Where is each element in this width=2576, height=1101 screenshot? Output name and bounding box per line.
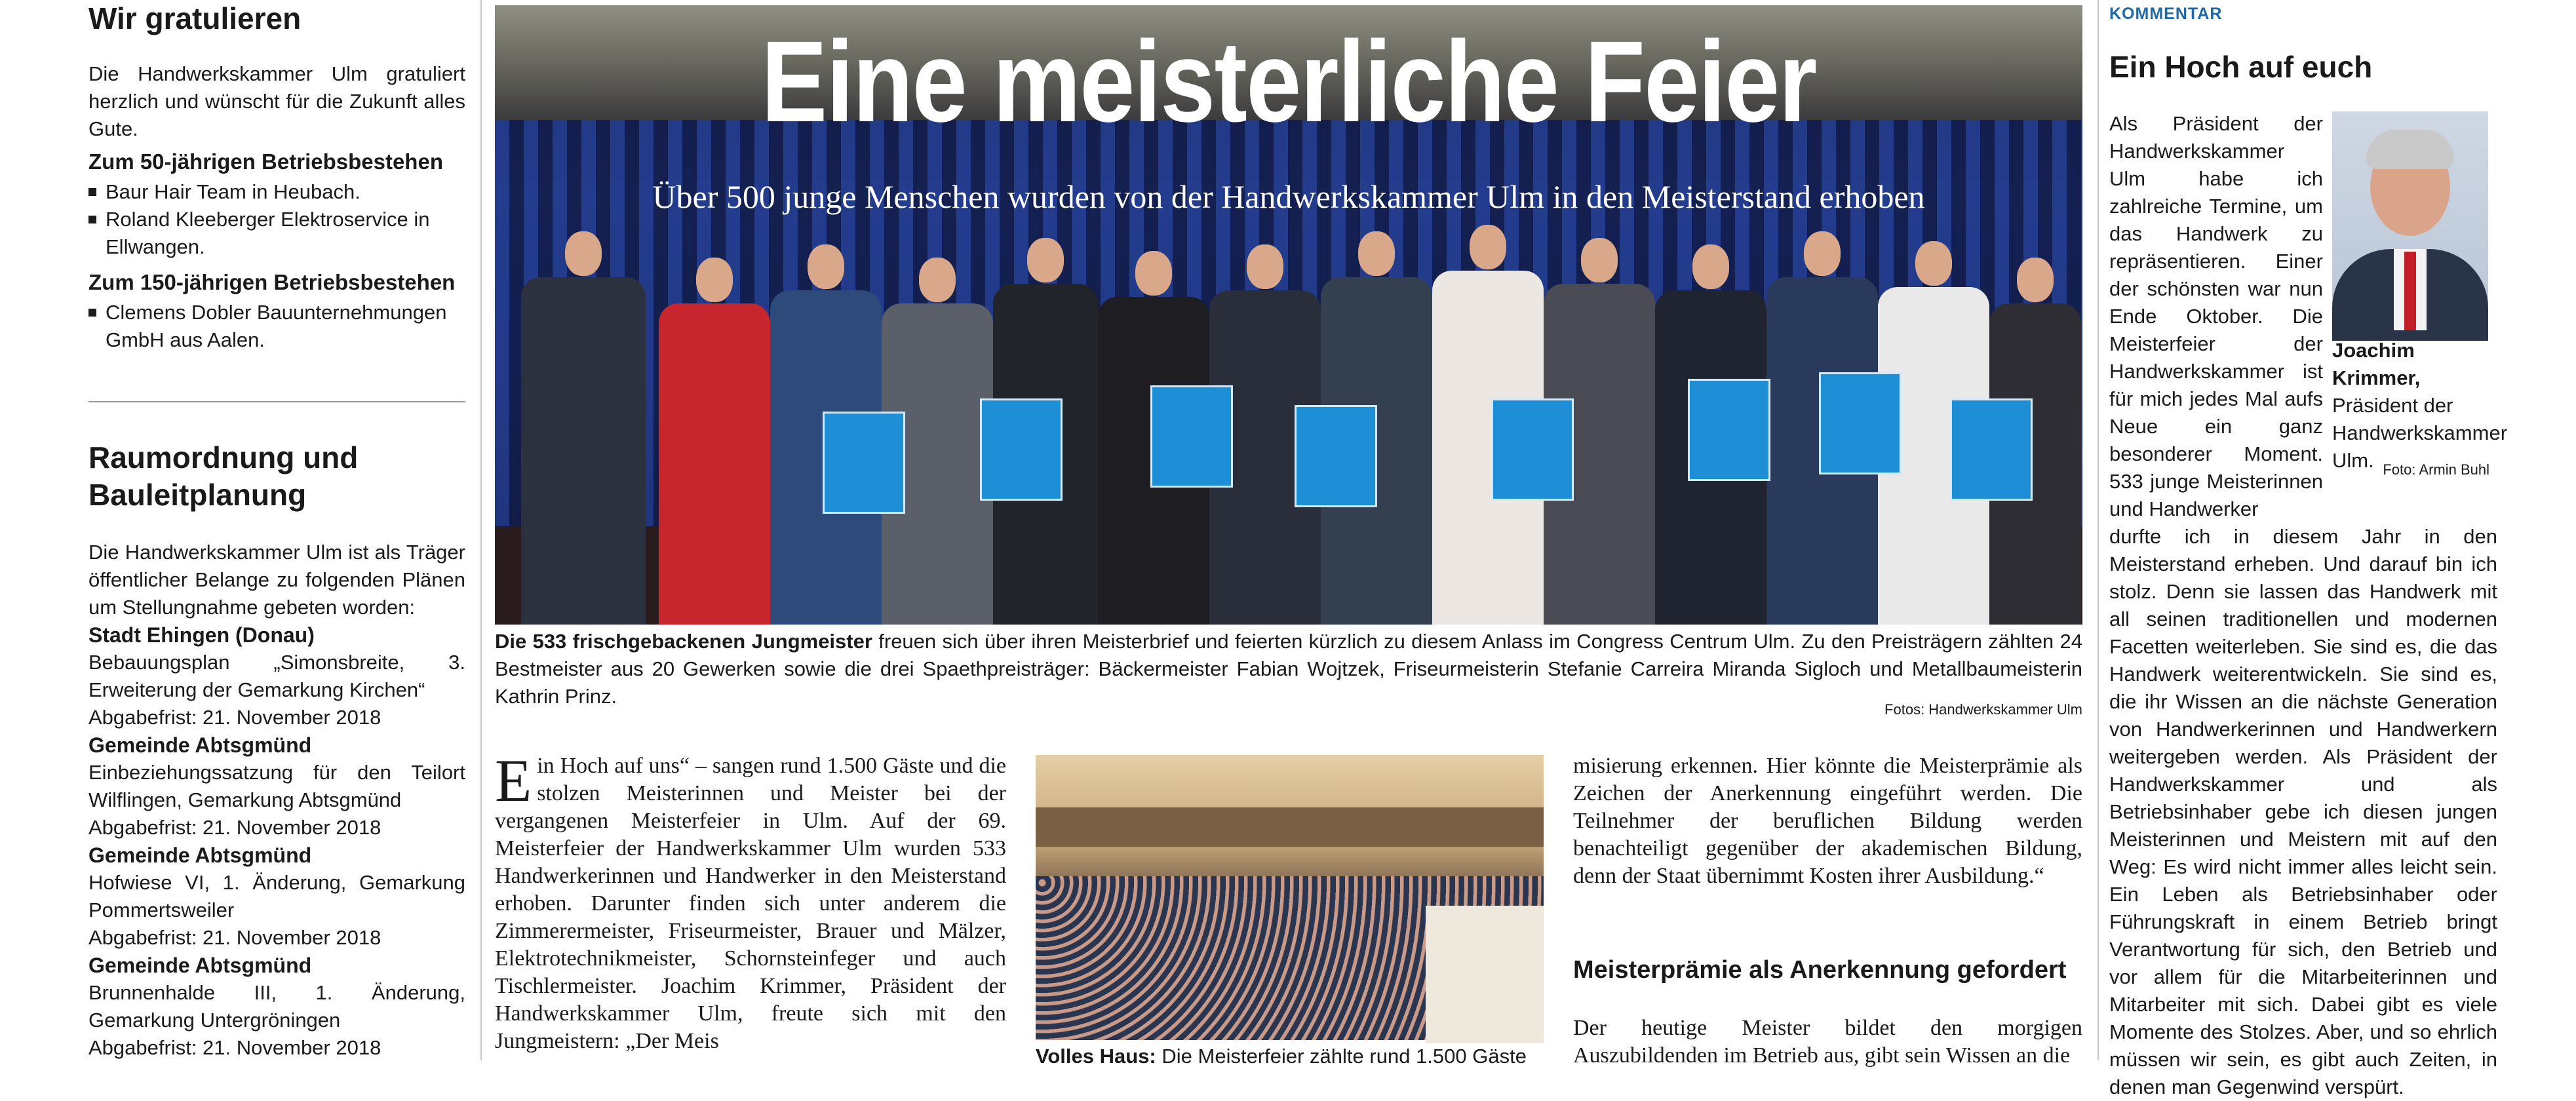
column-divider xyxy=(480,0,482,1060)
sec50-list xyxy=(88,178,465,261)
congrats-title: Wir gratulieren xyxy=(88,1,302,35)
article-col-3b: Der heutige Meister bildet den morgigen Auszubildenden im Betrieb aus, gibt sein Wissen an die xyxy=(1573,1016,2082,1068)
sec50-title: Zum 50-jährigen Betriebsbestehen xyxy=(88,149,443,174)
plan-title: Raumordnung und Bauleitplanung xyxy=(88,440,359,512)
congrats-intro: Die Handwerkskammer Ulm gratuliert herzlich und wünscht für die Zukunft alles Gute. xyxy=(88,62,465,140)
portrait-credit: Foto: Armin Buhl xyxy=(2383,461,2489,478)
hero-title: Eine meisterliche Feier xyxy=(761,18,1816,146)
plan-list xyxy=(88,621,465,1062)
plan-entry: Gemeinde Abtsgmünd Brunnenhalde III, 1. Änderung, Gemarkung Untergröningen Abgabefrist: 21. November 2018 xyxy=(88,954,465,1059)
kicker-label: KOMMENTAR xyxy=(2109,5,2223,23)
hero-credit: Fotos: Handwerkskammer Ulm xyxy=(1884,701,2082,718)
sec150-title: Zum 150-jährigen Betriebsbestehen xyxy=(88,270,456,294)
article-col-1: Ein Hoch auf uns“ – sangen rund 1.500 Gäste und die stolzen Meisterinnen und Meister bei der vergangenen Meisterfeier in Ulm. Auf der 69. Meisterfeier der Handwerkskammer Ulm wurden 533 Handwerkerinnen und Handwerker in den Meisterstand erhoben. Darunter finden sich unter anderem die Zimmerermeister, Friseurmeister, Brauer und Mälzer, Elektrotechnikmeister, Schornsteinfeger und auch Tischlermeister. Joachim Krimmer, Präsident der Handwerkskammer Ulm, freute sich mit den Jungmeistern: „Der Meis xyxy=(495,747,1006,1053)
article-col-3a: misierung erkennen. Hier könnte die Meisterprämie als Zeichen der Anerkennung eingeführt werden. Die Teilnehmer der beruflichen Bildung werden benachteiligt gegenüber der akademischen Bildung, denn der Staat übernimmt Kosten ihrer Ausbildung.“ xyxy=(1573,754,2082,888)
plan-entry: Gemeinde Abtsgmünd Einbeziehungssatzung für den Teilort Wilflingen, Gemarkung Abtsgmünd Abgabefrist: 21. November 2018 xyxy=(88,733,465,839)
plan-entry: Gemeinde Abtsgmünd Hofwiese VI, 1. Änderung, Gemarkung Pommertsweiler Abgabefrist: 21. November 2018 xyxy=(88,843,465,949)
portrait-caption: Joachim Krimmer, Präsident der Handwerkskammer Ulm. xyxy=(2332,339,2508,472)
article-subhead: Meisterprämie als Anerkennung gefordert xyxy=(1573,956,2067,984)
commentary-title: Ein Hoch auf euch xyxy=(2109,50,2373,84)
sec150-list xyxy=(88,299,465,354)
hero-subtitle: Über 500 junge Menschen wurden von der Handwerkskammer Ulm in den Meisterstand erhoben xyxy=(652,178,1925,215)
list-item: Clemens Dobler Bauunternehmungen GmbH aus Aalen. xyxy=(88,299,465,354)
list-item: Baur Hair Team in Heubach. xyxy=(88,178,465,206)
hero-caption: Die 533 frischgebackenen Jungmeister freuen sich über ihren Meisterbrief und feierten kürzlich zu diesem Anlass im Congress Centrum Ulm. Zu den Preisträgern zählten 24 Bestmeister aus 20 Gewerken sowie die drei Spaethpreisträger: Bäckermeister Fabian Wojtzek, Friseurmeisterin Stefanie Carreira Miranda Sigloch und Metallbaumeisterin Kathrin Prinz. xyxy=(495,630,2082,708)
column-divider xyxy=(2098,0,2099,1060)
portrait-photo xyxy=(2332,111,2488,330)
plan-entry: Stadt Ehingen (Donau) Bebauungsplan „Simonsbreite, 3. Erweiterung der Gemarkung Kirchen“ Abgabefrist: 21. November 2018 xyxy=(88,623,465,729)
plan-intro: Die Handwerkskammer Ulm ist als Träger öffentlicher Belange zu folgenden Plänen um Stellungnahme gebeten worden: xyxy=(88,541,465,619)
audience-caption: Volles Haus: Die Meisterfeier zählte rund 1.500 Gäste xyxy=(1036,1045,1527,1068)
audience-photo xyxy=(1036,755,1544,1038)
list-item: Roland Kleeberger Elektroservice in Ellwangen. xyxy=(88,206,465,261)
commentary-text-wide: durfte ich in diesem Jahr in den Meisterstand erheben. Und darauf bin ich stolz. Denn sie lassen das Handwerk mit all seinen traditionellen und modernen Facetten weiterleben. Sie sind es, die das Handwerk weiterentwickeln. Sie sind es, die ihr Wissen an die nächste Generation von Handwerkerinnen und Handwerkern weitergeben werden. Als Präsident der Handwerkskammer und als Betriebsinhaber gebe ich diesen jungen Meisterinnen und Meistern mit auf den Weg: Es wird nicht immer alles leicht sein. Ein Leben als Betriebsinhaber oder Führungskraft in einem Betrieb bringt Verantwortung für sich, den Betrieb und vor allem für die Mitarbeiterinnen und Mitarbeiter mit sich. Dabei gibt es viele Momente des Stolzes. Aber, und so ehrlich müssen wir sein, es gibt auch Zeiten, in denen man Gegenwind verspürt. xyxy=(2109,525,2497,1098)
section-divider xyxy=(88,401,465,402)
commentary-text-narrow: Als Präsident der Handwerkskammer Ulm habe ich zahlreiche Termine, um das Handwerk zu repräsentieren. Einer der schönsten war nun Ende Oktober. Die Meisterfeier der Handwerkskammer ist für mich jedes Mal aufs Neue ein ganz besonderer Moment. 533 junge Meisterinnen und Handwerker xyxy=(2109,112,2323,520)
dropcap: E xyxy=(495,747,532,814)
